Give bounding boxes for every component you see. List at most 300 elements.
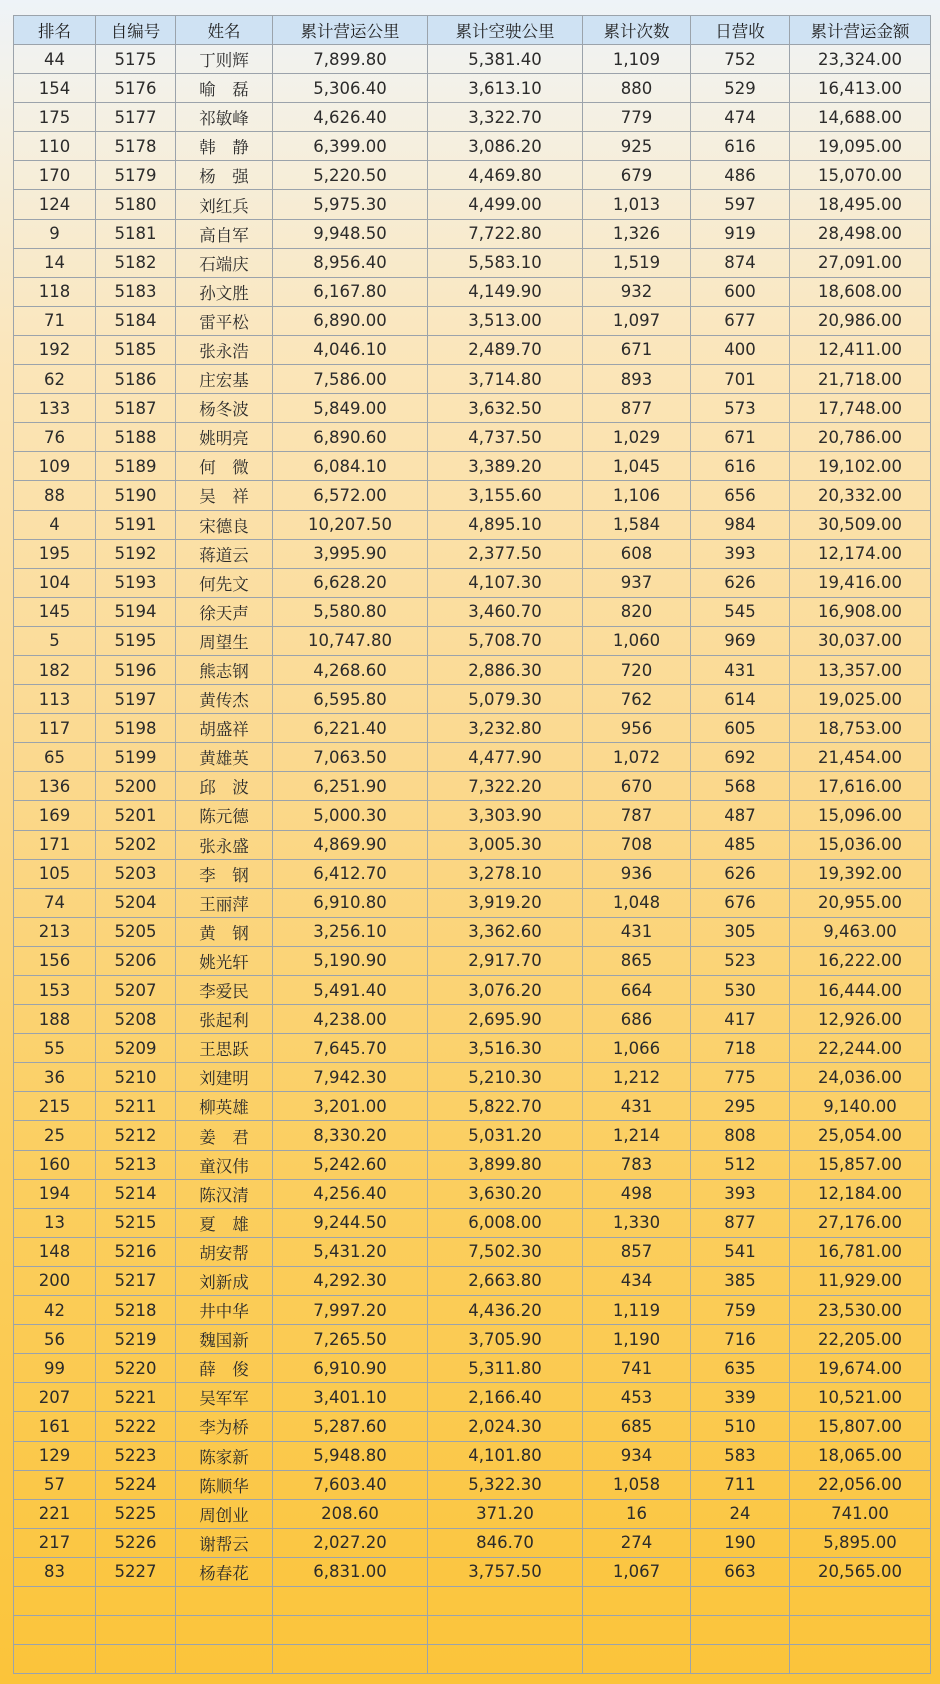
cell-rank: 83 [14,1557,96,1586]
table-header [14,16,931,45]
cell-car-number: 5211 [96,1092,176,1121]
cell-empty-km: 2,663.80 [428,1266,583,1295]
cell-operating-km: 6,910.80 [273,888,428,917]
cell-rank: 200 [14,1266,96,1295]
cell-car-number: 5206 [96,946,176,975]
cell-daily-revenue: 541 [691,1237,790,1266]
cell-operating-km: 10,747.80 [273,626,428,655]
cell-empty-km: 3,516.30 [428,1034,583,1063]
cell-operating-km: 9,244.50 [273,1208,428,1237]
cell-rank: 153 [14,976,96,1005]
table-row [14,1179,931,1208]
empty-cell [273,1645,428,1674]
empty-cell [14,1586,96,1615]
cell-daily-revenue: 400 [691,335,790,364]
cell-rank: 154 [14,74,96,103]
cell-operating-km: 3,995.90 [273,539,428,568]
cell-rank: 57 [14,1470,96,1499]
cell-trip-count: 671 [583,335,691,364]
cell-total-revenue: 20,332.00 [790,481,931,510]
cell-driver-name: 童汉伟 [176,1150,273,1179]
cell-daily-revenue: 877 [691,1208,790,1237]
header-empty-km: 累计空驶公里 [428,16,583,45]
empty-cell [176,1586,273,1615]
cell-operating-km: 7,586.00 [273,365,428,394]
cell-driver-name: 喻 磊 [176,74,273,103]
cell-trip-count: 787 [583,801,691,830]
cell-total-revenue: 16,444.00 [790,976,931,1005]
empty-row [14,1616,931,1645]
cell-empty-km: 371.20 [428,1499,583,1528]
cell-car-number: 5199 [96,743,176,772]
cell-daily-revenue: 626 [691,568,790,597]
cell-rank: 170 [14,161,96,190]
cell-driver-name: 邱 波 [176,772,273,801]
cell-empty-km: 3,757.50 [428,1557,583,1586]
cell-trip-count: 498 [583,1179,691,1208]
cell-rank: 169 [14,801,96,830]
header-row [14,16,931,45]
cell-operating-km: 5,431.20 [273,1237,428,1266]
cell-driver-name: 夏 雄 [176,1208,273,1237]
cell-rank: 56 [14,1325,96,1354]
cell-trip-count: 741 [583,1354,691,1383]
cell-total-revenue: 22,205.00 [790,1325,931,1354]
cell-total-revenue: 13,357.00 [790,655,931,684]
cell-trip-count: 937 [583,568,691,597]
cell-driver-name: 张永浩 [176,335,273,364]
cell-empty-km: 4,737.50 [428,423,583,452]
cell-daily-revenue: 874 [691,248,790,277]
cell-empty-km: 2,917.70 [428,946,583,975]
cell-total-revenue: 9,463.00 [790,917,931,946]
cell-car-number: 5188 [96,423,176,452]
cell-trip-count: 1,519 [583,248,691,277]
empty-cell [428,1586,583,1615]
cell-total-revenue: 15,096.00 [790,801,931,830]
cell-trip-count: 865 [583,946,691,975]
cell-driver-name: 刘建明 [176,1063,273,1092]
cell-empty-km: 3,899.80 [428,1150,583,1179]
cell-rank: 109 [14,452,96,481]
cell-empty-km: 4,469.80 [428,161,583,190]
table-row [14,452,931,481]
cell-empty-km: 3,705.90 [428,1325,583,1354]
cell-car-number: 5225 [96,1499,176,1528]
cell-total-revenue: 15,036.00 [790,830,931,859]
cell-driver-name: 姚光轩 [176,946,273,975]
cell-driver-name: 姜 君 [176,1121,273,1150]
table-row [14,45,931,74]
cell-total-revenue: 23,530.00 [790,1296,931,1325]
cell-empty-km: 5,031.20 [428,1121,583,1150]
cell-empty-km: 4,149.90 [428,277,583,306]
cell-daily-revenue: 635 [691,1354,790,1383]
cell-daily-revenue: 718 [691,1034,790,1063]
cell-total-revenue: 18,495.00 [790,190,931,219]
cell-total-revenue: 19,416.00 [790,568,931,597]
cell-trip-count: 936 [583,859,691,888]
cell-trip-count: 956 [583,714,691,743]
table-row [14,365,931,394]
cell-empty-km: 3,714.80 [428,365,583,394]
cell-trip-count: 932 [583,277,691,306]
cell-car-number: 5182 [96,248,176,277]
cell-daily-revenue: 752 [691,45,790,74]
cell-daily-revenue: 676 [691,888,790,917]
cell-rank: 156 [14,946,96,975]
cell-rank: 14 [14,248,96,277]
cell-trip-count: 1,109 [583,45,691,74]
cell-driver-name: 雷平松 [176,306,273,335]
cell-trip-count: 1,106 [583,481,691,510]
cell-daily-revenue: 711 [691,1470,790,1499]
cell-driver-name: 陈家新 [176,1441,273,1470]
cell-rank: 4 [14,510,96,539]
cell-total-revenue: 19,674.00 [790,1354,931,1383]
cell-trip-count: 1,067 [583,1557,691,1586]
cell-total-revenue: 20,955.00 [790,888,931,917]
empty-cell [96,1645,176,1674]
cell-driver-name: 刘红兵 [176,190,273,219]
cell-car-number: 5213 [96,1150,176,1179]
cell-rank: 104 [14,568,96,597]
cell-daily-revenue: 759 [691,1296,790,1325]
cell-trip-count: 664 [583,976,691,1005]
empty-cell [583,1586,691,1615]
cell-total-revenue: 19,095.00 [790,132,931,161]
cell-car-number: 5227 [96,1557,176,1586]
cell-operating-km: 6,221.40 [273,714,428,743]
table-row [14,481,931,510]
cell-operating-km: 5,220.50 [273,161,428,190]
cell-trip-count: 1,214 [583,1121,691,1150]
cell-operating-km: 10,207.50 [273,510,428,539]
empty-cell [583,1645,691,1674]
header-rank: 排名 [14,16,96,45]
cell-operating-km: 5,580.80 [273,597,428,626]
cell-operating-km: 6,890.00 [273,306,428,335]
cell-driver-name: 周望生 [176,626,273,655]
cell-rank: 195 [14,539,96,568]
cell-operating-km: 6,084.10 [273,452,428,481]
table-row [14,1499,931,1528]
cell-car-number: 5198 [96,714,176,743]
table-row [14,1237,931,1266]
cell-operating-km: 6,831.00 [273,1557,428,1586]
cell-operating-km: 5,306.40 [273,74,428,103]
cell-operating-km: 7,063.50 [273,743,428,772]
cell-total-revenue: 10,521.00 [790,1383,931,1412]
cell-driver-name: 姚明亮 [176,423,273,452]
cell-total-revenue: 16,413.00 [790,74,931,103]
cell-operating-km: 4,046.10 [273,335,428,364]
cell-trip-count: 16 [583,1499,691,1528]
cell-daily-revenue: 919 [691,219,790,248]
empty-row [14,1645,931,1674]
cell-driver-name: 高自军 [176,219,273,248]
cell-rank: 110 [14,132,96,161]
cell-operating-km: 3,201.00 [273,1092,428,1121]
cell-trip-count: 880 [583,74,691,103]
cell-driver-name: 胡安帮 [176,1237,273,1266]
cell-trip-count: 1,066 [583,1034,691,1063]
cell-rank: 160 [14,1150,96,1179]
table-row [14,830,931,859]
cell-daily-revenue: 600 [691,277,790,306]
cell-daily-revenue: 573 [691,394,790,423]
cell-car-number: 5183 [96,277,176,306]
cell-car-number: 5196 [96,655,176,684]
cell-trip-count: 857 [583,1237,691,1266]
cell-daily-revenue: 716 [691,1325,790,1354]
cell-rank: 161 [14,1412,96,1441]
table-row [14,539,931,568]
cell-car-number: 5218 [96,1296,176,1325]
cell-trip-count: 431 [583,1092,691,1121]
cell-driver-name: 胡盛祥 [176,714,273,743]
cell-operating-km: 208.60 [273,1499,428,1528]
cell-daily-revenue: 485 [691,830,790,859]
cell-empty-km: 7,502.30 [428,1237,583,1266]
cell-daily-revenue: 487 [691,801,790,830]
cell-total-revenue: 27,091.00 [790,248,931,277]
cell-driver-name: 陈元德 [176,801,273,830]
cell-trip-count: 1,212 [583,1063,691,1092]
cell-empty-km: 3,460.70 [428,597,583,626]
cell-empty-km: 3,513.00 [428,306,583,335]
cell-total-revenue: 18,608.00 [790,277,931,306]
table-row [14,772,931,801]
cell-daily-revenue: 984 [691,510,790,539]
cell-daily-revenue: 431 [691,655,790,684]
cell-total-revenue: 16,781.00 [790,1237,931,1266]
empty-cell [14,1616,96,1645]
cell-operating-km: 8,956.40 [273,248,428,277]
cell-driver-name: 何先文 [176,568,273,597]
cell-rank: 175 [14,103,96,132]
cell-driver-name: 陈汉清 [176,1179,273,1208]
cell-daily-revenue: 510 [691,1412,790,1441]
cell-car-number: 5193 [96,568,176,597]
cell-rank: 182 [14,655,96,684]
cell-total-revenue: 16,222.00 [790,946,931,975]
cell-daily-revenue: 568 [691,772,790,801]
cell-operating-km: 5,975.30 [273,190,428,219]
cell-car-number: 5204 [96,888,176,917]
cell-rank: 113 [14,685,96,714]
cell-rank: 217 [14,1528,96,1557]
cell-rank: 71 [14,306,96,335]
cell-trip-count: 1,029 [583,423,691,452]
table-row [14,976,931,1005]
table-row [14,103,931,132]
cell-empty-km: 7,322.20 [428,772,583,801]
table-row [14,74,931,103]
cell-driver-name: 杨冬波 [176,394,273,423]
cell-total-revenue: 20,986.00 [790,306,931,335]
cell-empty-km: 4,895.10 [428,510,583,539]
cell-car-number: 5195 [96,626,176,655]
cell-total-revenue: 15,857.00 [790,1150,931,1179]
empty-cell [273,1586,428,1615]
empty-cell [691,1586,790,1615]
cell-car-number: 5181 [96,219,176,248]
table-row [14,277,931,306]
cell-empty-km: 6,008.00 [428,1208,583,1237]
cell-driver-name: 何 微 [176,452,273,481]
cell-daily-revenue: 385 [691,1266,790,1295]
cell-driver-name: 李 钢 [176,859,273,888]
cell-empty-km: 3,155.60 [428,481,583,510]
cell-total-revenue: 24,036.00 [790,1063,931,1092]
cell-daily-revenue: 677 [691,306,790,335]
cell-rank: 207 [14,1383,96,1412]
cell-car-number: 5208 [96,1005,176,1034]
cell-car-number: 5221 [96,1383,176,1412]
cell-trip-count: 1,584 [583,510,691,539]
header-driver-name: 姓名 [176,16,273,45]
table-row [14,1208,931,1237]
cell-empty-km: 5,708.70 [428,626,583,655]
cell-empty-km: 3,919.20 [428,888,583,917]
cell-daily-revenue: 530 [691,976,790,1005]
cell-empty-km: 5,311.80 [428,1354,583,1383]
cell-driver-name: 张永盛 [176,830,273,859]
cell-trip-count: 877 [583,394,691,423]
cell-car-number: 5220 [96,1354,176,1383]
empty-cell [428,1645,583,1674]
table-row [14,626,931,655]
cell-car-number: 5189 [96,452,176,481]
cell-car-number: 5197 [96,685,176,714]
cell-trip-count: 679 [583,161,691,190]
cell-total-revenue: 22,056.00 [790,1470,931,1499]
cell-driver-name: 李为桥 [176,1412,273,1441]
table-row [14,1034,931,1063]
cell-operating-km: 6,595.80 [273,685,428,714]
cell-driver-name: 熊志钢 [176,655,273,684]
cell-operating-km: 4,626.40 [273,103,428,132]
cell-empty-km: 5,381.40 [428,45,583,74]
cell-daily-revenue: 616 [691,452,790,481]
cell-trip-count: 783 [583,1150,691,1179]
cell-trip-count: 1,119 [583,1296,691,1325]
cell-car-number: 5192 [96,539,176,568]
cell-trip-count: 274 [583,1528,691,1557]
cell-empty-km: 3,232.80 [428,714,583,743]
cell-empty-km: 5,322.30 [428,1470,583,1499]
driver-ranking-table [13,15,931,1674]
cell-total-revenue: 12,411.00 [790,335,931,364]
cell-rank: 213 [14,917,96,946]
cell-car-number: 5200 [96,772,176,801]
cell-operating-km: 6,890.60 [273,423,428,452]
cell-empty-km: 4,436.20 [428,1296,583,1325]
cell-total-revenue: 20,786.00 [790,423,931,452]
table-body [14,45,931,1674]
cell-rank: 215 [14,1092,96,1121]
cell-driver-name: 谢帮云 [176,1528,273,1557]
cell-operating-km: 5,849.00 [273,394,428,423]
cell-total-revenue: 25,054.00 [790,1121,931,1150]
cell-operating-km: 7,942.30 [273,1063,428,1092]
cell-empty-km: 3,076.20 [428,976,583,1005]
cell-rank: 99 [14,1354,96,1383]
cell-operating-km: 5,190.90 [273,946,428,975]
cell-operating-km: 7,603.40 [273,1470,428,1499]
cell-rank: 5 [14,626,96,655]
cell-car-number: 5222 [96,1412,176,1441]
cell-operating-km: 4,256.40 [273,1179,428,1208]
cell-driver-name: 庄宏基 [176,365,273,394]
cell-trip-count: 720 [583,655,691,684]
cell-total-revenue: 15,807.00 [790,1412,931,1441]
cell-rank: 171 [14,830,96,859]
cell-trip-count: 1,048 [583,888,691,917]
cell-total-revenue: 30,037.00 [790,626,931,655]
cell-operating-km: 9,948.50 [273,219,428,248]
cell-trip-count: 453 [583,1383,691,1412]
cell-rank: 36 [14,1063,96,1092]
cell-daily-revenue: 671 [691,423,790,452]
cell-operating-km: 6,412.70 [273,859,428,888]
cell-operating-km: 6,628.20 [273,568,428,597]
cell-driver-name: 王思跃 [176,1034,273,1063]
cell-operating-km: 6,167.80 [273,277,428,306]
cell-empty-km: 3,632.50 [428,394,583,423]
cell-car-number: 5176 [96,74,176,103]
cell-car-number: 5185 [96,335,176,364]
cell-rank: 76 [14,423,96,452]
table-row [14,1121,931,1150]
cell-operating-km: 2,027.20 [273,1528,428,1557]
cell-daily-revenue: 305 [691,917,790,946]
cell-total-revenue: 15,070.00 [790,161,931,190]
header-car-number: 自编号 [96,16,176,45]
cell-total-revenue: 17,616.00 [790,772,931,801]
table-row [14,1063,931,1092]
cell-rank: 129 [14,1441,96,1470]
empty-cell [96,1616,176,1645]
table-row [14,190,931,219]
cell-empty-km: 4,101.80 [428,1441,583,1470]
table-row [14,685,931,714]
cell-driver-name: 陈顺华 [176,1470,273,1499]
cell-operating-km: 6,251.90 [273,772,428,801]
empty-cell [14,1645,96,1674]
cell-daily-revenue: 474 [691,103,790,132]
table-row [14,888,931,917]
table-row [14,510,931,539]
cell-operating-km: 4,292.30 [273,1266,428,1295]
cell-daily-revenue: 512 [691,1150,790,1179]
cell-operating-km: 4,238.00 [273,1005,428,1034]
cell-car-number: 5226 [96,1528,176,1557]
cell-daily-revenue: 614 [691,685,790,714]
cell-empty-km: 3,278.10 [428,859,583,888]
cell-rank: 145 [14,597,96,626]
cell-total-revenue: 21,454.00 [790,743,931,772]
cell-trip-count: 1,330 [583,1208,691,1237]
cell-rank: 117 [14,714,96,743]
cell-empty-km: 2,024.30 [428,1412,583,1441]
cell-car-number: 5215 [96,1208,176,1237]
table-row [14,1354,931,1383]
cell-trip-count: 686 [583,1005,691,1034]
cell-driver-name: 黄 钢 [176,917,273,946]
cell-car-number: 5224 [96,1470,176,1499]
